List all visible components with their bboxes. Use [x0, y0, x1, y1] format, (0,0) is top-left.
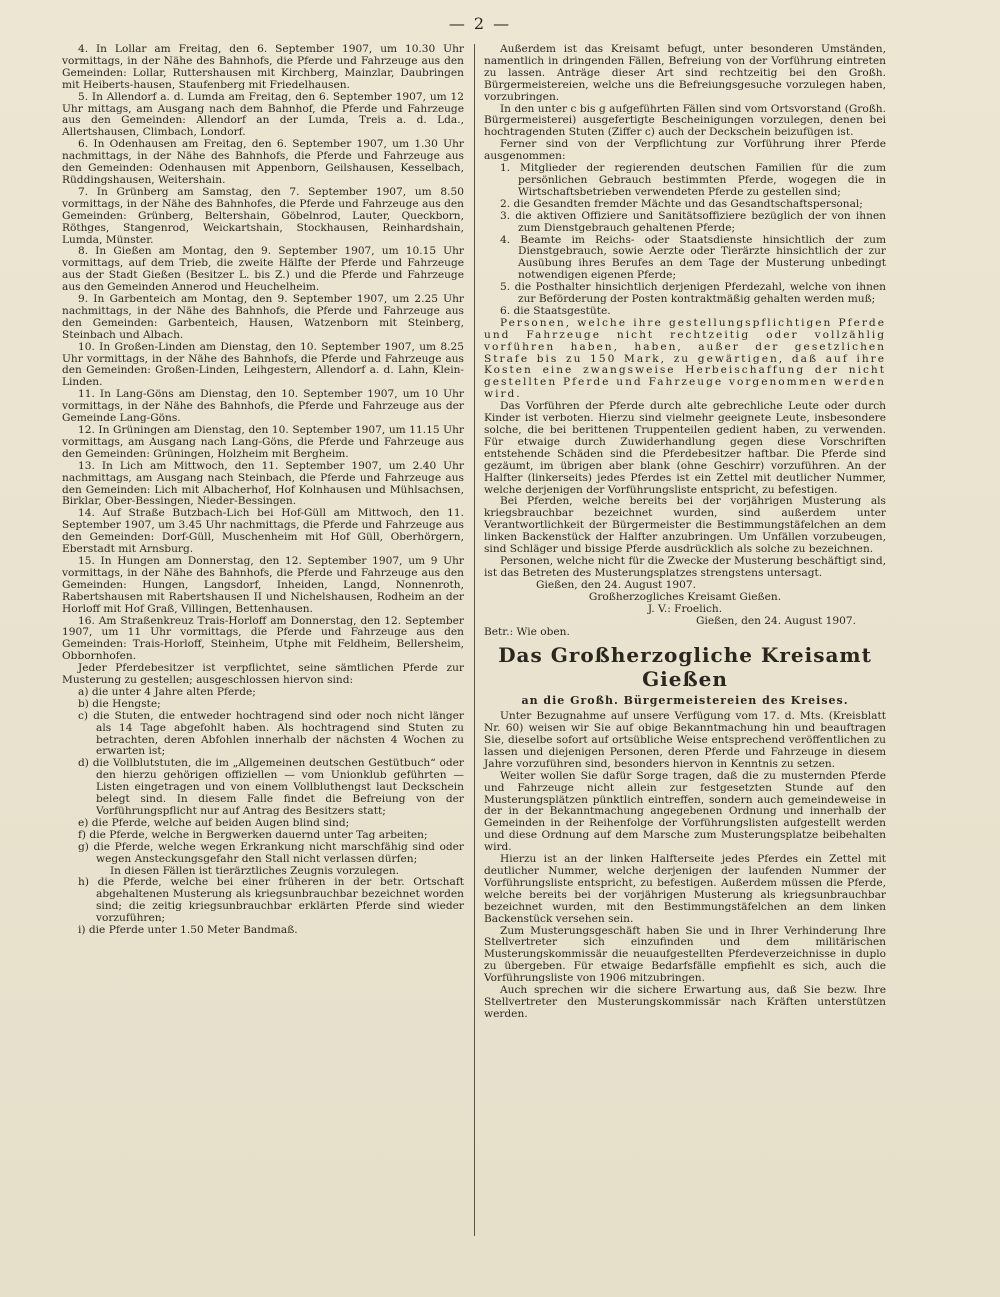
item-4: 4. In Lollar am Freitag, den 6. September 1907, um 10.30 Uhr vormittags, in der Nähe des Bahnhofs, die Pferde und Fahrzeuge aus den Gemeinden: Lollar, Ruttershausen mit Kirchberg, Mainzlar, Daubringen mit Heiberts-hausen, Staufenberg mit Friedelhausen.: [62, 43, 464, 91]
page-number: — 2 —: [448, 14, 512, 33]
exclusion-note: In diesen Fällen ist tierärztliches Zeugnis vorzulegen.: [110, 864, 400, 877]
item-12: 12. In Grüningen am Dienstag, den 10. September 1907, um 11.15 Uhr vormittags, am Ausgang nach Lang-Göns, die Pferde und Fahrzeuge aus den Gemeinden: Grüningen, Holzheim mit Bergheim.: [62, 424, 464, 460]
notice-para-1: Unter Bezugnahme auf unsere Verfügung vom 17. d. Mts. (Kreisblatt Nr. 60) weisen wir Sie auf obige Bekanntmachung hin und beauftragen Sie, dieselbe sofort auf ortsübliche Weise entsprechend veröffentlichen zu lassen und diejenigen Personen, deren Pferde und Fahrzeuge in diesem Jahre vorzuführen sind, besonders hiervon in Kenntnis zu setzen.: [484, 710, 886, 770]
exclusion-g: g) die Pferde, welche wegen Erkrankung nicht marschfähig sind oder wegen Ansteckungsgefahr den Stall nicht verlassen dürfen;: [78, 840, 464, 865]
signature-date: Gießen, den 24. August 1907.: [536, 578, 696, 591]
item-9: 9. In Garbenteich am Montag, den 9. September 1907, um 2.25 Uhr nachmittags, in der Nähe des Bahnhofs, die Pferde und Fahrzeuge aus den Gemeinden: Garbenteich, Hausen, Watzenborn mit Steinberg, Steinbach und Albach.: [62, 293, 464, 341]
exempt-5: 5. die Posthalter hinsichtlich derjenigen Pferdezahl, welche von ihnen zur Beförderung der Posten kontraktmäßig gehalten werden muß;: [500, 281, 886, 306]
para-handlers: Das Vorführen der Pferde durch alte gebrechliche Leute oder durch Kinder ist verboten. Hierzu sind vielmehr geeignete Leute, insbesondere solche, die bei berittenen Truppenteilen gedient haben, zu verwenden. Für etwaige durch Zuwiderhandlung gegen diese Vorschriften entstehende Schäden sind die Pferdebesitzer haftbar. Die Pferde sind gezäumt, im übrigen aber blank (ohne Geschirr) vorzuführen. An der Halfter (linkerseits) jedes Pferdes ist ein Zettel mit deutlicher Nummer, welche derjenigen der Vorführungsliste entspricht, zu befestigen.: [484, 400, 886, 496]
exempt-6: 6. die Staatsgestüte.: [500, 304, 611, 317]
notice-heading: Das Großherzogliche Kreisamt Gießen: [498, 643, 872, 692]
exclusion-b: b) die Hengste;: [78, 697, 161, 710]
left-column: [62, 44, 464, 937]
exclusion-a: a) die unter 4 Jahre alten Pferde;: [78, 685, 256, 698]
item-10: 10. In Großen-Linden am Dienstag, den 10. September 1907, um 8.25 Uhr vormittags, in der Nähe des Bahnhofs, die Pferde und Fahrzeuge aus den Gemeinden: Großen-Linden, Leihgestern, Allendorf a. d. Lahn, Klein-Linden.: [62, 340, 464, 389]
exclusion-e: e) die Pferde, welche auf beiden Augen blind sind;: [78, 816, 350, 829]
item-6: 6. In Odenhausen am Freitag, den 6. September 1907, um 1.30 Uhr nachmittags, in der Nähe des Bahnhofs, die Pferde und Fahrzeuge aus den Gemeinden: Odenhausen mit Appenborn, Geilshausen, Kesselbach, Rüddingshausen, Weitershain.: [62, 138, 464, 186]
item-14: 14. Auf Straße Butzbach-Lich bei Hof-Güll am Mittwoch, den 11. September 1907, um 3.45 Uhr nachmittags, die Pferde und Fahrzeuge aus den Gemeinden: Dorf-Güll, Muschenheim mit Hof Güll, Oberhörgern, Eberstadt mit Arnsburg.: [62, 507, 464, 556]
item-15: 15. In Hungen am Donnerstag, den 12. September 1907, um 9 Uhr vormittags, in der Nähe des Bahnhofs, die Pferde und Fahrzeuge aus den Gemeinden: Hungen, Langsdorf, Inheiden, Langd, Nonnenroth, Rabertshausen mit Rabertshausen II und Nichelshausen, Rodheim an der Horloff mit Hof Graß, Villingen, Bettenhausen.: [62, 554, 464, 615]
exclusion-i: i) die Pferde unter 1.50 Meter Bandmaß.: [78, 924, 298, 937]
notice-para-3: Hierzu ist an der linken Halfterseite jedes Pferdes ein Zettel mit deutlicher Nummer, welche derjenigen der laufenden Nummer der Vorführungsliste entspricht, zu befestigen. Außerdem müssen die Pferde, welche bereits bei der vorjährigen Musterung als kriegsunbrauchbar bezeichnet wurden, mit den Bestimmungstäfelchen an dem linken Backenstück versehen sein.: [484, 853, 886, 925]
exempt-list: [484, 163, 886, 318]
item-8: 8. In Gießen am Montag, den 9. September 1907, um 10.15 Uhr vormittags, auf dem Trieb, die zweite Hälfte der Pferde und Fahrzeuge aus der Stadt Gießen (Besitzer L. bis Z.) und die Pferde und Fahrzeuge aus den Gemeinden Annerod und Heuchelheim.: [62, 245, 464, 294]
signature-name: J. V.: Froelich.: [647, 602, 723, 615]
signature-office: Großherzogliches Kreisamt Gießen.: [588, 590, 782, 603]
duty-intro: Jeder Pferdebesitzer ist verpflichtet, seine sämtlichen Pferde zur Musterung zu gestellen; ausgeschlossen hiervon sind:: [62, 662, 464, 687]
item-5: 5. In Allendorf a. d. Lumda am Freitag, den 6. September 1907, um 12 Uhr mittags, am Ausgang nach dem Bahnhof, die Pferde und Fahrzeuge aus den Gemeinden: Allendorf an der Lumda, Treis a. d. Lda., Allertshausen, Climbach, Londorf.: [62, 90, 464, 139]
exempt-2: 2. die Gesandten fremder Mächte und das Gesandtschaftspersonal;: [500, 197, 863, 210]
subject-line: Betr.: Wie oben.: [484, 626, 570, 639]
notice-para-5: Auch sprechen wir die sichere Erwartung aus, daß Sie bezw. Ihre Stellvertreter den Musterungskommissär nach Kräften unterstützen werden.: [484, 984, 886, 1020]
para-penalty: Personen, welche ihre gestellungspflichtigen Pferde und Fahrzeuge nicht rechtzeitig oder vollzählig vorführen haben, haben, außer der gesetzlichen Strafe bis zu 150 Mark, zu gewärtigen, daß auf ihre Kosten eine zwangsweise Herbeischaffung der nicht gestellten Pferde und Fahrzeuge vorgenommen werden wird.: [484, 316, 886, 401]
item-13: 13. In Lich am Mittwoch, den 11. September 1907, um 2.40 Uhr nachmittags, am Ausgang nach Steinbach, die Pferde und Fahrzeuge aus den Gemeinden: Lich mit Albacherhof, Hof Kolnhausen und Mühlsachsen, Birklar, Ober-Bessingen, Nieder-Bessingen.: [62, 459, 464, 508]
exempt-4: 4. Beamte im Reichs- oder Staatsdienste hinsichtlich der zum Dienstgebrauch, sowie Aerzte oder Tierärzte hinsichtlich der zur Ausübung ihres Berufes an dem Tage der Musterung unbedingt notwendigen eigenen Pferde;: [500, 233, 886, 282]
exempt-3: 3. die aktiven Offiziere und Sanitätsoffiziere bezüglich der von ihnen zum Dienstgebrauch gehaltenen Pferde;: [500, 209, 886, 234]
notice-para-4: Zum Musterungsgeschäft haben Sie und in Ihrer Verhinderung Ihre Stellvertreter sich einzufinden und dem militärischen Musterungskommissär die neuaufgestellten Pferdeverzeichnisse in duplo zu übergeben. Für etwaige Bedarfsfälle empfiehlt es sich, auch die Vorführungsliste von 1906 mitzubringen.: [484, 924, 886, 985]
notice-para-2: Weiter wollen Sie dafür Sorge tragen, daß die zu musternden Pferde und Fahrzeuge nicht allein zur festgesetzten Stunde auf den Musterungsplätzen pünktlich eintreffen, sondern auch gemeindeweise in der in der Bekanntmachung angegebenen Ordnung und innerhalb der Gemeinden in der Reihenfolge der Vorführungslisten aufgestellt werden und diese Ordnung auf dem Marsche zum Musterungsplatze beibehalten wird.: [484, 769, 886, 854]
exclusion-c: c) die Stuten, die entweder hochtragend sind oder noch nicht länger als 14 Tage abgefohlt haben. Als hochtragend sind Stuten zu betrachten, deren Abfohlen innerhalb der nächsten 4 Wochen zu erwarten ist;: [78, 709, 464, 758]
para-certificates: In den unter c bis g aufgeführten Fällen sind vom Ortsvorstand (Großh. Bürgermeisterei) ausgefertigte Bescheinigungen vorzulegen, denen bei hochtragenden Stuten (Ziffer c) auch der Deckschein beizufügen ist.: [484, 102, 886, 139]
para-authority: Außerdem ist das Kreisamt befugt, unter besonderen Umständen, namentlich in dringenden Fällen, Befreiung von der Vorführung eintreten zu lassen. Anträge dieser Art sind rechtzeitig bei den Großh. Bürgermeistereien, welche uns die Befreiungsgesuche vorzulegen haben, vorzubringen.: [484, 43, 886, 103]
exclusion-h: h) die Pferde, welche bei einer früheren in der betr. Ortschaft abgehaltenen Musterung als kriegsunbrauchbar bezeichnet worden sind; die zeitig kriegsunbrauchbar erklärten Pferde sind wieder vorzuführen;: [78, 876, 464, 925]
para-no-entry: Personen, welche nicht für die Zwecke der Musterung beschäftigt sind, ist das Betreten des Musterungsplatzes strengstens untersagt.: [484, 554, 886, 579]
item-11: 11. In Lang-Göns am Dienstag, den 10. September 1907, um 10 Uhr vormittags, in der Nähe des Bahnhofs, die Pferde und Fahrzeuge aus der Gemeinde Lang-Göns.: [62, 388, 464, 425]
para-tags: Bei Pferden, welche bereits bei der vorjährigen Musterung als kriegsbrauchbar bezeichnet wurden, sind außerdem unter Verantwortlichkeit der Bürgermeister die Bestimmungstäfelchen an dem linken Backenstück der Halfter anzubringen. Um Unfällen vorzubeugen, sind Schläger und bissige Pferde ausdrücklich als solche zu bezeichnen.: [484, 495, 886, 556]
column-divider: [474, 44, 475, 1236]
exempt-1: 1. Mitglieder der regierenden deutschen Familien für die zum persönlichen Gebrauch bestimmten Pferde, wogegen die in Wirtschaftsbetrieben verwendeten Pferde zu gestellen sind;: [500, 162, 886, 198]
item-16: 16. Am Straßenkreuz Trais-Horloff am Donnerstag, den 12. September 1907, um 11 Uhr vormittags, die Pferde und Fahrzeuge aus den Gemeinden: Trais-Horloff, Steinheim, Utphe mit Feldheim, Bellersheim, Obbornhofen.: [62, 614, 464, 663]
notice-subheading: an die Großh. Bürgermeistereien des Kreises.: [521, 694, 849, 708]
right-column: [484, 44, 886, 1021]
item-7: 7. In Grünberg am Samstag, den 7. September 1907, um 8.50 vormittags, in der Nähe des Bahnhofes, die Pferde und Fahrzeuge aus den Gemeinden: Grünberg, Beltershain, Göbelnrod, Lauter, Queckborn, Röthges, Stangenrod, Weickartshain, Stockhausen, Reinhardshain, Lumda, Münster.: [62, 185, 464, 246]
exclusion-d: d) die Vollblutstuten, die im „Allgemeinen deutschen Gestütbuch“ oder den hierzu gehörigen offiziellen — vom Unionklub geführten — Listen eingetragen und von einem Vollbluthengst laut Deckschein belegt sind. In diesem Falle findet die Befreiung von der Vorführungspflicht nur auf Antrag des Besitzers statt;: [78, 757, 464, 817]
exclusion-f: f) die Pferde, welche in Bergwerken dauernd unter Tag arbeiten;: [78, 828, 428, 841]
exclusion-list: [62, 687, 464, 937]
notice-date: Gießen, den 24. August 1907.: [696, 614, 856, 627]
para-exempt-intro: Ferner sind von der Verpflichtung zur Vorführung ihrer Pferde ausgenommen:: [484, 138, 886, 163]
